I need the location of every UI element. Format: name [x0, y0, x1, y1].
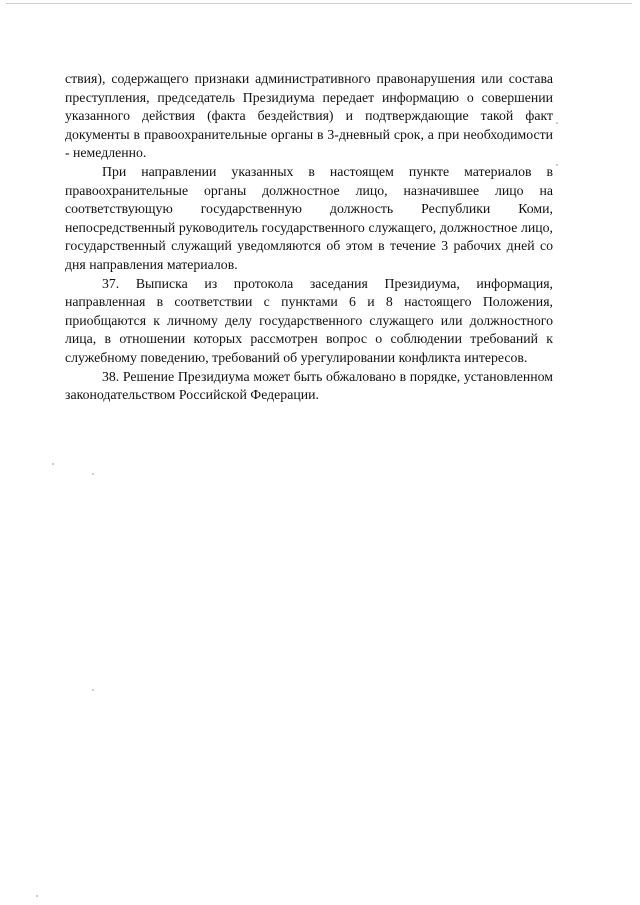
document-text — [65, 70, 553, 405]
paragraph-item-38: 38. Решение Президиума может быть обжаловано в порядке, установленном законодательством Российской Федерации. — [65, 368, 553, 403]
scan-artifact — [52, 463, 54, 465]
scan-artifact — [36, 895, 38, 897]
paragraph-materials-notice: При направлении указанных в настоящем пункте материалов в правоохранительные органы должностное лицо, назначившее лицо на соответствующую государственную должность Республики Коми, непосредственный руководитель государственного служащего, должностное лицо, государственный служащий уведомляются об этом в течение 3 рабочих дней со дня направления материалов. — [65, 163, 553, 272]
scan-artifact — [92, 689, 94, 691]
scan-artifact — [556, 122, 558, 124]
scan-artifact — [556, 164, 558, 166]
paragraph-item-37: 37. Выписка из протокола заседания Президиума, информация, направленная в соответствии с пунктами 6 и 8 настоящего Положения, приобщаются к личному делу государственного служащего или должностного лица, в отношении которых рассмотрен вопрос о соблюдении требований к служебному поведению, требований об урегулировании конфликта интересов. — [65, 275, 553, 365]
scan-edge-line — [6, 3, 632, 4]
paragraph-continuation: ствия), содержащего признаки административного правонарушения или состава преступления, председатель Президиума передает информацию о совершении указанного действия (факта бездействия) и подтверждающие такой факт документы в правоохранительные органы в 3-дневный срок, а при необходимости - немедленно. — [65, 71, 553, 161]
scan-artifact — [92, 473, 94, 475]
